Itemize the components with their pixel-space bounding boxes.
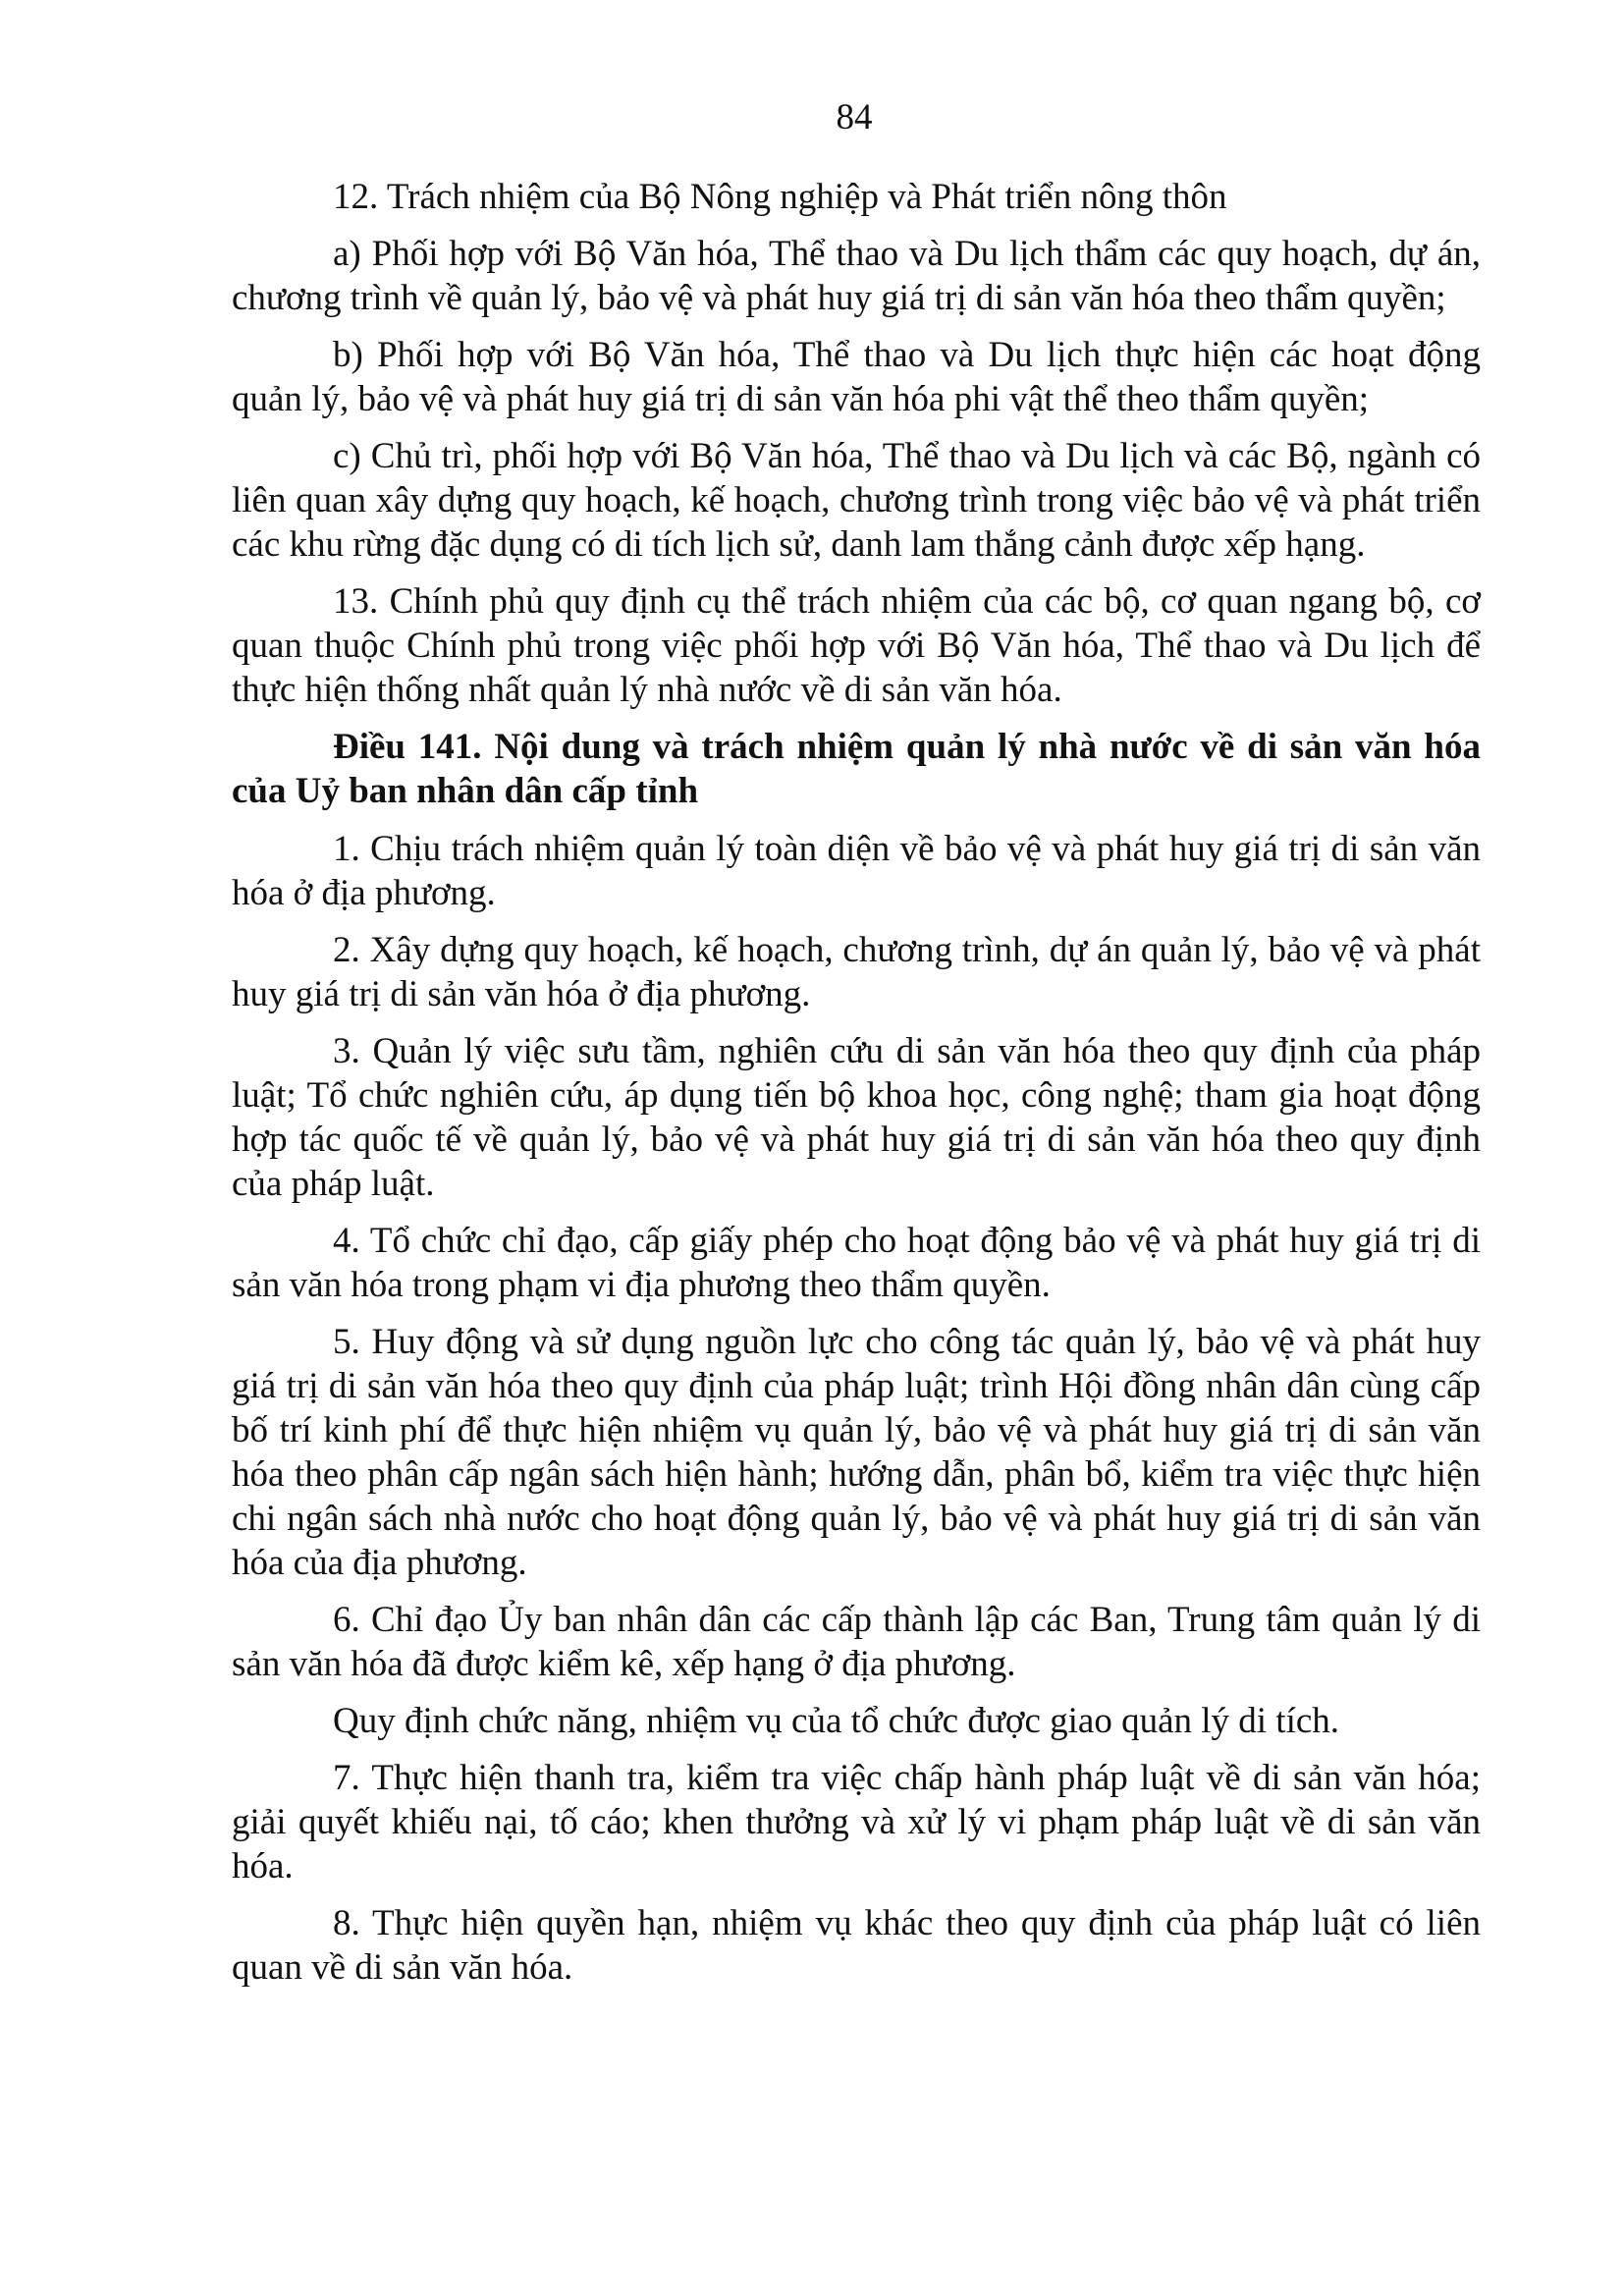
article-141-clause-1: 1. Chịu trách nhiệm quản lý toàn diện về bảo vệ và phát huy giá trị di sản văn hóa ở địa phương. — [232, 829, 1481, 913]
article-141-clause-3: 3. Quản lý việc sưu tầm, nghiên cứu di sản văn hóa theo quy định của pháp luật; Tổ chức nghiên cứu, áp dụng tiến bộ khoa học, công nghệ; tham gia hoạt động hợp tác quốc tế về quản lý, bảo vệ và phát huy giá trị di sản văn hóa theo quy định của pháp luật. — [232, 1031, 1481, 1204]
article-141-clause-5: 5. Huy động và sử dụng nguồn lực cho công tác quản lý, bảo vệ và phát huy giá trị di sản văn hóa theo quy định của pháp luật; trình Hội đồng nhân dân cùng cấp bố trí kinh phí để thực hiện nhiệm vụ quản lý, bảo vệ và phát huy giá trị di sản văn hóa theo phân cấp ngân sách hiện hành; hướng dẫn, phân bổ, kiểm tra việc thực hiện chi ngân sách nhà nước cho hoạt động quản lý, bảo vệ và phát huy giá trị di sản văn hóa của địa phương. — [232, 1322, 1481, 1583]
clause-12-item-c: c) Chủ trì, phối hợp với Bộ Văn hóa, Thể thao và Du lịch và các Bộ, ngành có liên quan xây dựng quy hoạch, kế hoạch, chương trình trong việc bảo vệ và phát triển các khu rừng đặc dụng có di tích lịch sử, danh lam thắng cảnh được xếp hạng. — [232, 436, 1481, 565]
document-body — [232, 175, 1481, 2002]
article-141-clause-8: 8. Thực hiện quyền hạn, nhiệm vụ khác theo quy định của pháp luật có liên quan về di sản văn hóa. — [232, 1903, 1481, 1988]
clause-13: 13. Chính phủ quy định cụ thể trách nhiệm của các bộ, cơ quan ngang bộ, cơ quan thuộc Chính phủ trong việc phối hợp với Bộ Văn hóa, Thể thao và Du lịch để thực hiện thống nhất quản lý nhà nước về di sản văn hóa. — [232, 581, 1481, 710]
article-141-clause-6-note: Quy định chức năng, nhiệm vụ của tổ chức được giao quản lý di tích. — [333, 1701, 1340, 1741]
article-141-clause-7: 7. Thực hiện thanh tra, kiểm tra việc chấp hành pháp luật về di sản văn hóa; giải quyết khiếu nại, tố cáo; khen thưởng và xử lý vi phạm pháp luật về di sản văn hóa. — [232, 1758, 1481, 1886]
article-141-heading: Điều 141. Nội dung và trách nhiệm quản lý nhà nước về di sản văn hóa của Uỷ ban nhân dân cấp tỉnh — [232, 727, 1481, 811]
page-number: 84 — [836, 97, 873, 137]
clause-12-item-b: b) Phối hợp với Bộ Văn hóa, Thể thao và Du lịch thực hiện các hoạt động quản lý, bảo vệ và phát huy giá trị di sản văn hóa phi vật thể theo thẩm quyền; — [232, 335, 1481, 419]
article-141-clause-6: 6. Chỉ đạo Ủy ban nhân dân các cấp thành lập các Ban, Trung tâm quản lý di sản văn hóa đã được kiểm kê, xếp hạng ở địa phương. — [232, 1600, 1481, 1684]
article-141-clause-2: 2. Xây dựng quy hoạch, kế hoạch, chương trình, dự án quản lý, bảo vệ và phát huy giá trị di sản văn hóa ở địa phương. — [232, 930, 1481, 1014]
clause-12-item-a: a) Phối hợp với Bộ Văn hóa, Thể thao và Du lịch thẩm các quy hoạch, dự án, chương trình về quản lý, bảo vệ và phát huy giá trị di sản văn hóa theo thẩm quyền; — [232, 234, 1481, 318]
clause-12-title: 12. Trách nhiệm của Bộ Nông nghiệp và Phát triển nông thôn — [333, 177, 1227, 217]
article-141-clause-4: 4. Tổ chức chỉ đạo, cấp giấy phép cho hoạt động bảo vệ và phát huy giá trị di sản văn hóa trong phạm vi địa phương theo thẩm quyền. — [232, 1221, 1481, 1305]
